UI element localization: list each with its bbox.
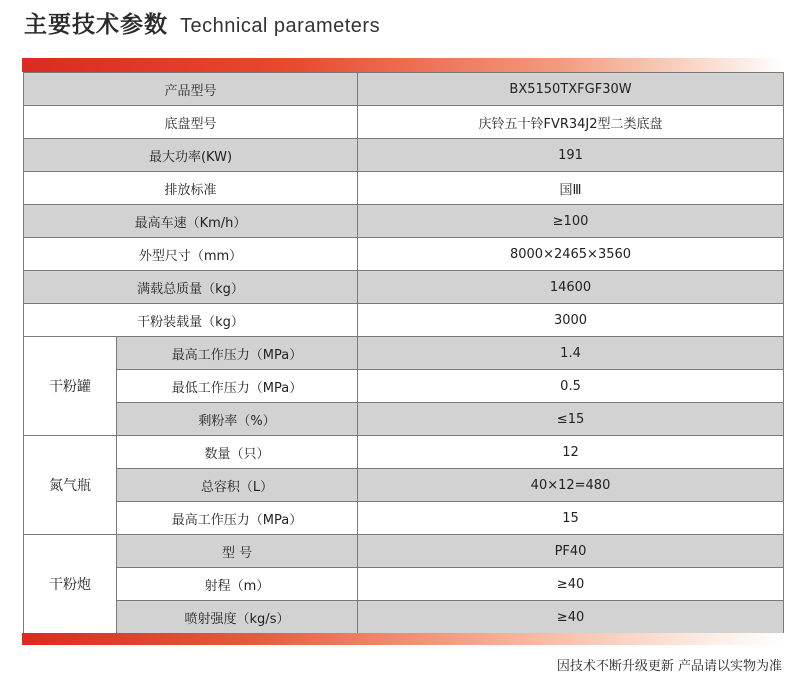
- table-row: [24, 436, 784, 469]
- table-row: [24, 568, 784, 601]
- table-row: [24, 304, 784, 337]
- table-row: [24, 238, 784, 271]
- param-label: 干粉装载量（kg）: [24, 304, 358, 337]
- param-value: 12: [358, 436, 784, 469]
- table-row: [24, 172, 784, 205]
- table-row: [24, 601, 784, 634]
- param-value: ≥40: [358, 568, 784, 601]
- table-row: [24, 139, 784, 172]
- footer-note: 因技术不断升级更新 产品请以实物为准: [556, 659, 782, 674]
- table-row: [24, 469, 784, 502]
- param-value: BX5150TXFGF30W: [358, 73, 784, 106]
- bottom-accent-bar: [22, 633, 784, 645]
- param-label: 最大功率(KW): [24, 139, 358, 172]
- table-row: [24, 535, 784, 568]
- param-label: 产品型号: [24, 73, 358, 106]
- table-row: [24, 502, 784, 535]
- table-row: [24, 370, 784, 403]
- param-value: PF40: [358, 535, 784, 568]
- param-value: 0.5: [358, 370, 784, 403]
- param-value: 8000×2465×3560: [358, 238, 784, 271]
- title-english: Technical parameters: [180, 15, 381, 37]
- param-label: 射程（m）: [117, 568, 358, 601]
- table-row: [24, 403, 784, 436]
- title-chinese: 主要技术参数: [24, 12, 168, 38]
- table-row: [24, 271, 784, 304]
- group-label-nitrogen-cylinder: 氮气瓶: [24, 436, 117, 535]
- param-value: ≤15: [358, 403, 784, 436]
- param-label: 总容积（L）: [117, 469, 358, 502]
- page-title: [24, 6, 380, 46]
- param-label: 数量（只）: [117, 436, 358, 469]
- param-label: 喷射强度（kg/s）: [117, 601, 358, 634]
- param-value: ≥40: [358, 601, 784, 634]
- param-label: 型 号: [117, 535, 358, 568]
- param-value: 191: [358, 139, 784, 172]
- param-value: 14600: [358, 271, 784, 304]
- spec-table: [23, 72, 784, 634]
- param-value: 庆铃五十铃FVR34J2型二类底盘: [358, 106, 784, 139]
- param-label: 剩粉率（%）: [117, 403, 358, 436]
- param-value: 3000: [358, 304, 784, 337]
- param-label: 满载总质量（kg）: [24, 271, 358, 304]
- table-row: [24, 337, 784, 370]
- param-label: 底盘型号: [24, 106, 358, 139]
- param-value: 40×12=480: [358, 469, 784, 502]
- param-value: 国Ⅲ: [358, 172, 784, 205]
- group-label-powder-cannon: 干粉炮: [24, 535, 117, 634]
- param-label: 排放标准: [24, 172, 358, 205]
- param-label: 最高工作压力（MPa）: [117, 502, 358, 535]
- param-label: 最高车速（Km/h）: [24, 205, 358, 238]
- table-row: [24, 106, 784, 139]
- group-label-powder-tank: 干粉罐: [24, 337, 117, 436]
- param-label: 最低工作压力（MPa）: [117, 370, 358, 403]
- table-row: [24, 73, 784, 106]
- param-value: ≥100: [358, 205, 784, 238]
- param-label: 外型尺寸（mm）: [24, 238, 358, 271]
- param-label: 最高工作压力（MPa）: [117, 337, 358, 370]
- param-value: 15: [358, 502, 784, 535]
- param-value: 1.4: [358, 337, 784, 370]
- table-row: [24, 205, 784, 238]
- top-accent-bar: [22, 58, 784, 72]
